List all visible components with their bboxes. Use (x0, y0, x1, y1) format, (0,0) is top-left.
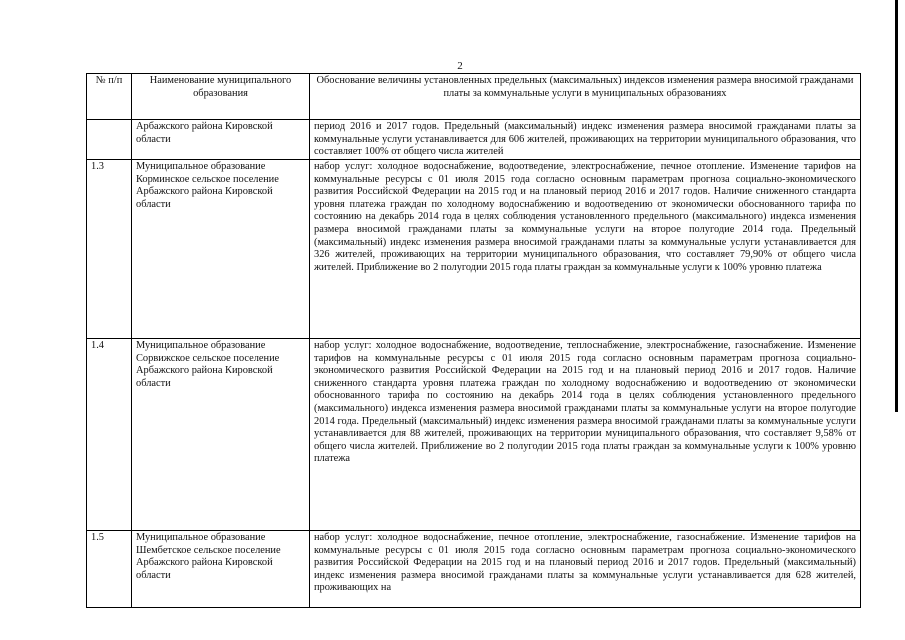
row-number (87, 120, 132, 160)
tariff-table (86, 73, 861, 608)
header-basis: Обоснование величины установленных предельных (максимальных) индексов изменения размера вносимой гражданами платы за коммунальные услуги в муниципальных образованиях (310, 74, 861, 120)
row-municipality: Арбажского района Кировской области (132, 120, 310, 160)
row-number: 1.4 (87, 339, 132, 531)
table-header-row (87, 74, 861, 120)
row-basis: набор услуг: холодное водоснабжение, водоотведение, теплоснабжение, электроснабжение, газоснабжение. Изменение тарифов на коммунальные ресурсы с 01 июля 2015 года согласно основным параметрам прогноза социально-экономического развития Российской Федерации на 2015 год и на плановый период 2016 и 2017 годов. Наличие сниженного стандарта уровня платежа граждан по холодному водоснабжению и водоотведению от экономически обоснованного тарифа по состоянию на декабрь 2014 года в целях соблюдения установленного предельного (максимального) индекса изменения размера вносимой гражданами платы за коммунальные услуги на второе полугодие 2014 года. Предельный (максимальный) индекс изменения размера вносимой гражданами платы за коммунальные услуги устанавливается для 88 жителей, проживающих на территории муниципального образования, что составляет 9,58% от общего числа жителей. Приближение во 2 полугодии 2015 года платы граждан за коммунальные услуги к 100% уровню платежа (310, 339, 861, 531)
header-municipality: Наименование муниципального образования (132, 74, 310, 120)
margin-rule (895, 0, 898, 412)
page-number: 2 (457, 60, 463, 72)
row-number: 1.5 (87, 531, 132, 608)
header-number: № п/п (87, 74, 132, 120)
row-municipality: Муниципальное образование Шембетское сельское поселение Арбажского района Кировской области (132, 531, 310, 608)
row-municipality: Муниципальное образование Сорвижское сельское поселение Арбажского района Кировской области (132, 339, 310, 531)
table-row (87, 339, 861, 531)
table-row (87, 531, 861, 608)
row-number: 1.3 (87, 160, 132, 339)
row-basis: набор услуг: холодное водоснабжение, водоотведение, электроснабжение, печное отопление. Изменение тарифов на коммунальные ресурсы с 01 июля 2015 года согласно основным параметрам прогноза социально-экономического развития Российской Федерации на 2015 год и на плановый период 2016 и 2017 годов. Наличие сниженного стандарта уровня платежа граждан по холодному водоснабжению и водоотведению от экономически обоснованного тарифа по состоянию на декабрь 2014 года в целях соблюдения установленного предельного (максимального) индекса изменения размера вносимой гражданами платы за коммунальные услуги на второе полугодие 2014 года. Предельный (максимальный) индекс изменения размера вносимой гражданами платы за коммунальные услуги устанавливается для 326 жителей, проживающих на территории муниципального образования, что составляет 79,90% от общего числа жителей. Приближение во 2 полугодии 2015 года платы граждан за коммунальные услуги к 100% уровню платежа (310, 160, 861, 339)
table-row (87, 160, 861, 339)
row-municipality: Муниципальное образование Корминское сельское поселение Арбажского района Кировской области (132, 160, 310, 339)
table-row (87, 120, 861, 160)
row-basis: период 2016 и 2017 годов. Предельный (максимальный) индекс изменения размера вносимой гражданами платы за коммунальные услуги устанавливается для 606 жителей, проживающих на территории муниципального образования, что составляет 100% от общего числа жителей (310, 120, 861, 160)
row-basis: набор услуг: холодное водоснабжение, печное отопление, электроснабжение, газоснабжение. Изменение тарифов на коммунальные ресурсы с 01 июля 2015 года согласно основным параметрам прогноза социально-экономического развития Российской Федерации на 2015 год и на плановый период 2016 и 2017 годов. Предельный (максимальный) индекс изменения размера вносимой гражданами платы за коммунальные услуги устанавливается для 628 жителей, проживающих на (310, 531, 861, 608)
